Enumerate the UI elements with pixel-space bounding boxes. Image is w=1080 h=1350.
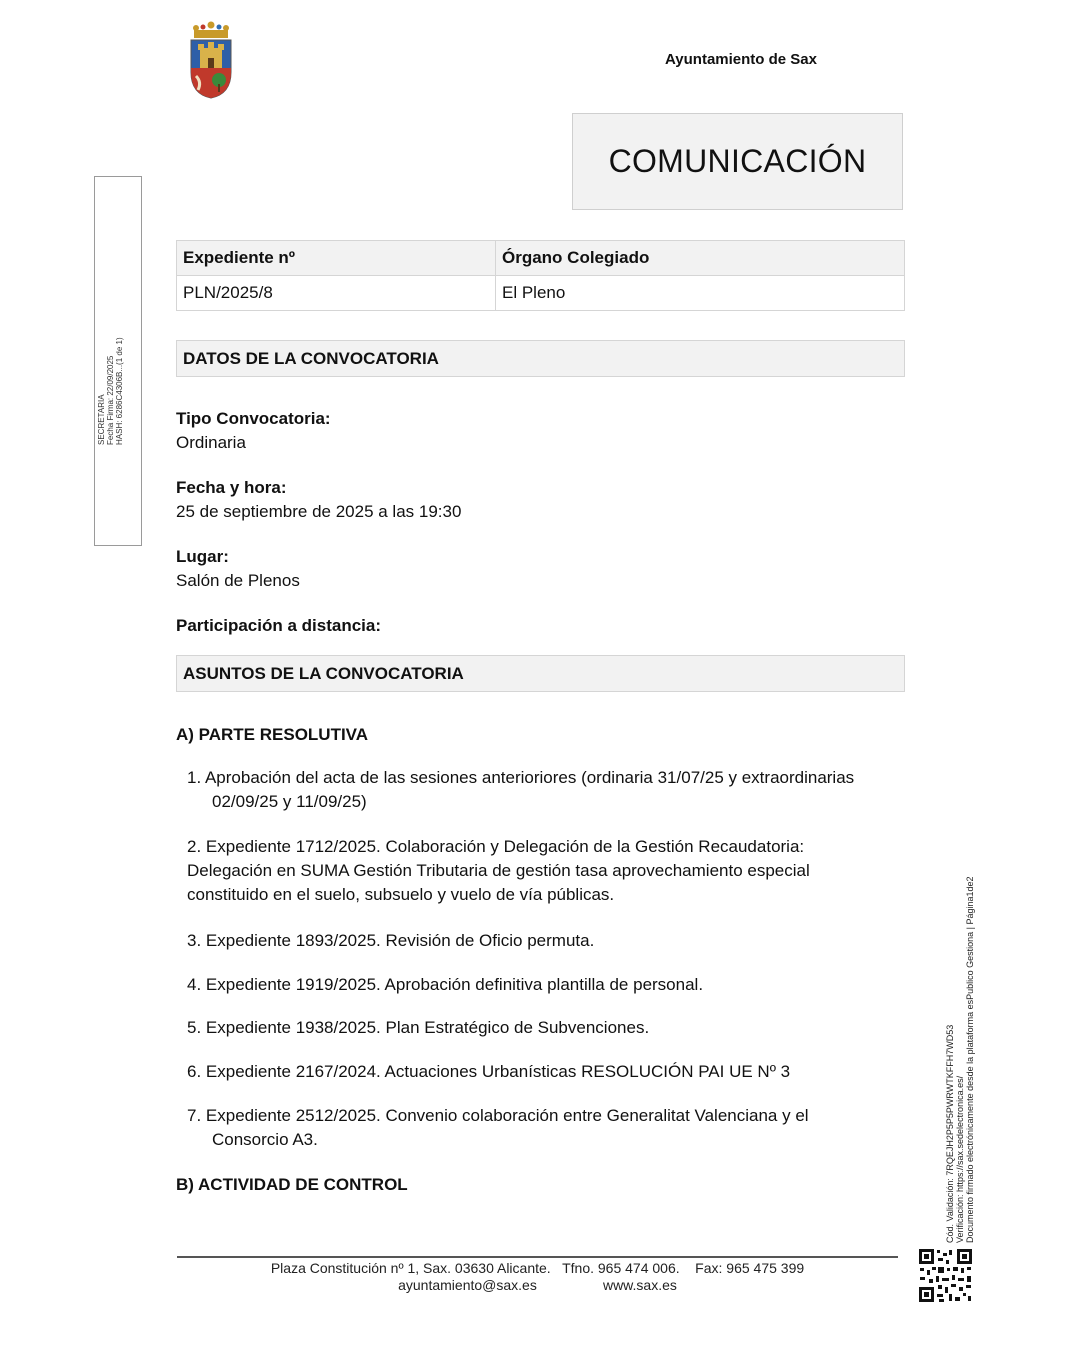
list-item	[187, 1104, 897, 1152]
list-item	[187, 766, 897, 814]
list-item	[187, 973, 897, 997]
participacion-label: Participación a distancia:	[176, 616, 382, 635]
table-header-row	[177, 241, 905, 276]
item-line: 7. Expediente 2512/2025. Convenio colaboración entre Generalitat Valenciana y el	[187, 1106, 809, 1125]
section-asuntos-header: ASUNTOS DE LA CONVOCATORIA	[176, 655, 905, 692]
tipo-label: Tipo Convocatoria:	[176, 409, 331, 428]
list-item	[187, 929, 897, 953]
header-organo: Órgano Colegiado	[496, 241, 905, 276]
signature-line: Fecha Firma: 22/09/2025	[106, 355, 115, 445]
lugar-value: Salón de Plenos	[176, 571, 300, 590]
validation-line: Cód. Validación: 7RQEJH2P5P5PWRWTKFFH7WD53	[945, 1024, 955, 1243]
validation-text	[945, 876, 975, 1243]
parte-resolutiva-title: A) PARTE RESOLUTIVA	[176, 725, 369, 744]
item-line: Consorcio A3.	[212, 1130, 318, 1149]
item-line: 1. Aprobación del acta de las sesiones anterioriores (ordinaria 31/07/25 y extraordinarias	[187, 768, 855, 787]
footer-divider	[177, 1256, 898, 1258]
footer-contact: ayuntamiento@sax.es www.sax.es	[398, 1277, 677, 1293]
organization-name: Ayuntamiento de Sax	[665, 51, 817, 68]
organo-value: El Pleno	[496, 276, 905, 311]
signature-text	[97, 337, 124, 445]
footer-address: Plaza Constitución nº 1, Sax. 03630 Alicante. Tfno. 965 474 006. Fax: 965 475 399	[270, 1260, 805, 1276]
actividad-control-title: B) ACTIVIDAD DE CONTROL	[176, 1175, 408, 1194]
list-item	[187, 1016, 897, 1040]
validation-line: Verificación: https://sax.sedelectronica.es/	[955, 1075, 965, 1243]
expediente-value: PLN/2025/8	[177, 276, 496, 311]
item-line: 2. Expediente 1712/2025. Colaboración y Delegación de la Gestión Recaudatoria:	[187, 837, 805, 856]
item-line: 3. Expediente 1893/2025. Revisión de Oficio permuta.	[187, 931, 595, 950]
item-line: Delegación en SUMA Gestión Tributaria de gestión tasa aprovechamiento especial	[187, 861, 810, 880]
header-expediente: Expediente nº	[177, 241, 496, 276]
item-line: 02/09/25 y 11/09/25)	[212, 792, 367, 811]
item-line: 5. Expediente 1938/2025. Plan Estratégico de Subvenciones.	[187, 1018, 650, 1037]
validation-line: Documento firmado electrónicamente desde la plataforma esPublico Gestiona | Página1de2	[965, 876, 975, 1243]
fecha-value: 25 de septiembre de 2025 a las 19:30	[176, 502, 462, 521]
item-line: 4. Expediente 1919/2025. Aprobación definitiva plantilla de personal.	[187, 975, 704, 994]
section-datos-header: DATOS DE LA CONVOCATORIA	[176, 340, 905, 377]
document-type-title: COMUNICACIÓN	[572, 113, 903, 210]
signature-strip	[94, 176, 142, 546]
table-row	[177, 276, 905, 311]
list-item	[187, 835, 897, 907]
case-table	[176, 240, 905, 311]
qr-code-icon	[918, 1248, 973, 1303]
fecha-label: Fecha y hora:	[176, 478, 287, 497]
tipo-value: Ordinaria	[176, 433, 246, 452]
signature-line: SECRETARIA	[97, 394, 106, 445]
signature-line: HASH: 6286C4306B...(1 de 1)	[115, 337, 124, 445]
list-item	[187, 1060, 897, 1084]
municipal-crest-icon	[186, 20, 236, 100]
lugar-label: Lugar:	[176, 547, 229, 566]
item-line: 6. Expediente 2167/2024. Actuaciones Urbanísticas RESOLUCIÓN PAI UE Nº 3	[187, 1062, 791, 1081]
item-line: constituido en el suelo, subsuelo y vuelo de vía públicas.	[187, 885, 615, 904]
